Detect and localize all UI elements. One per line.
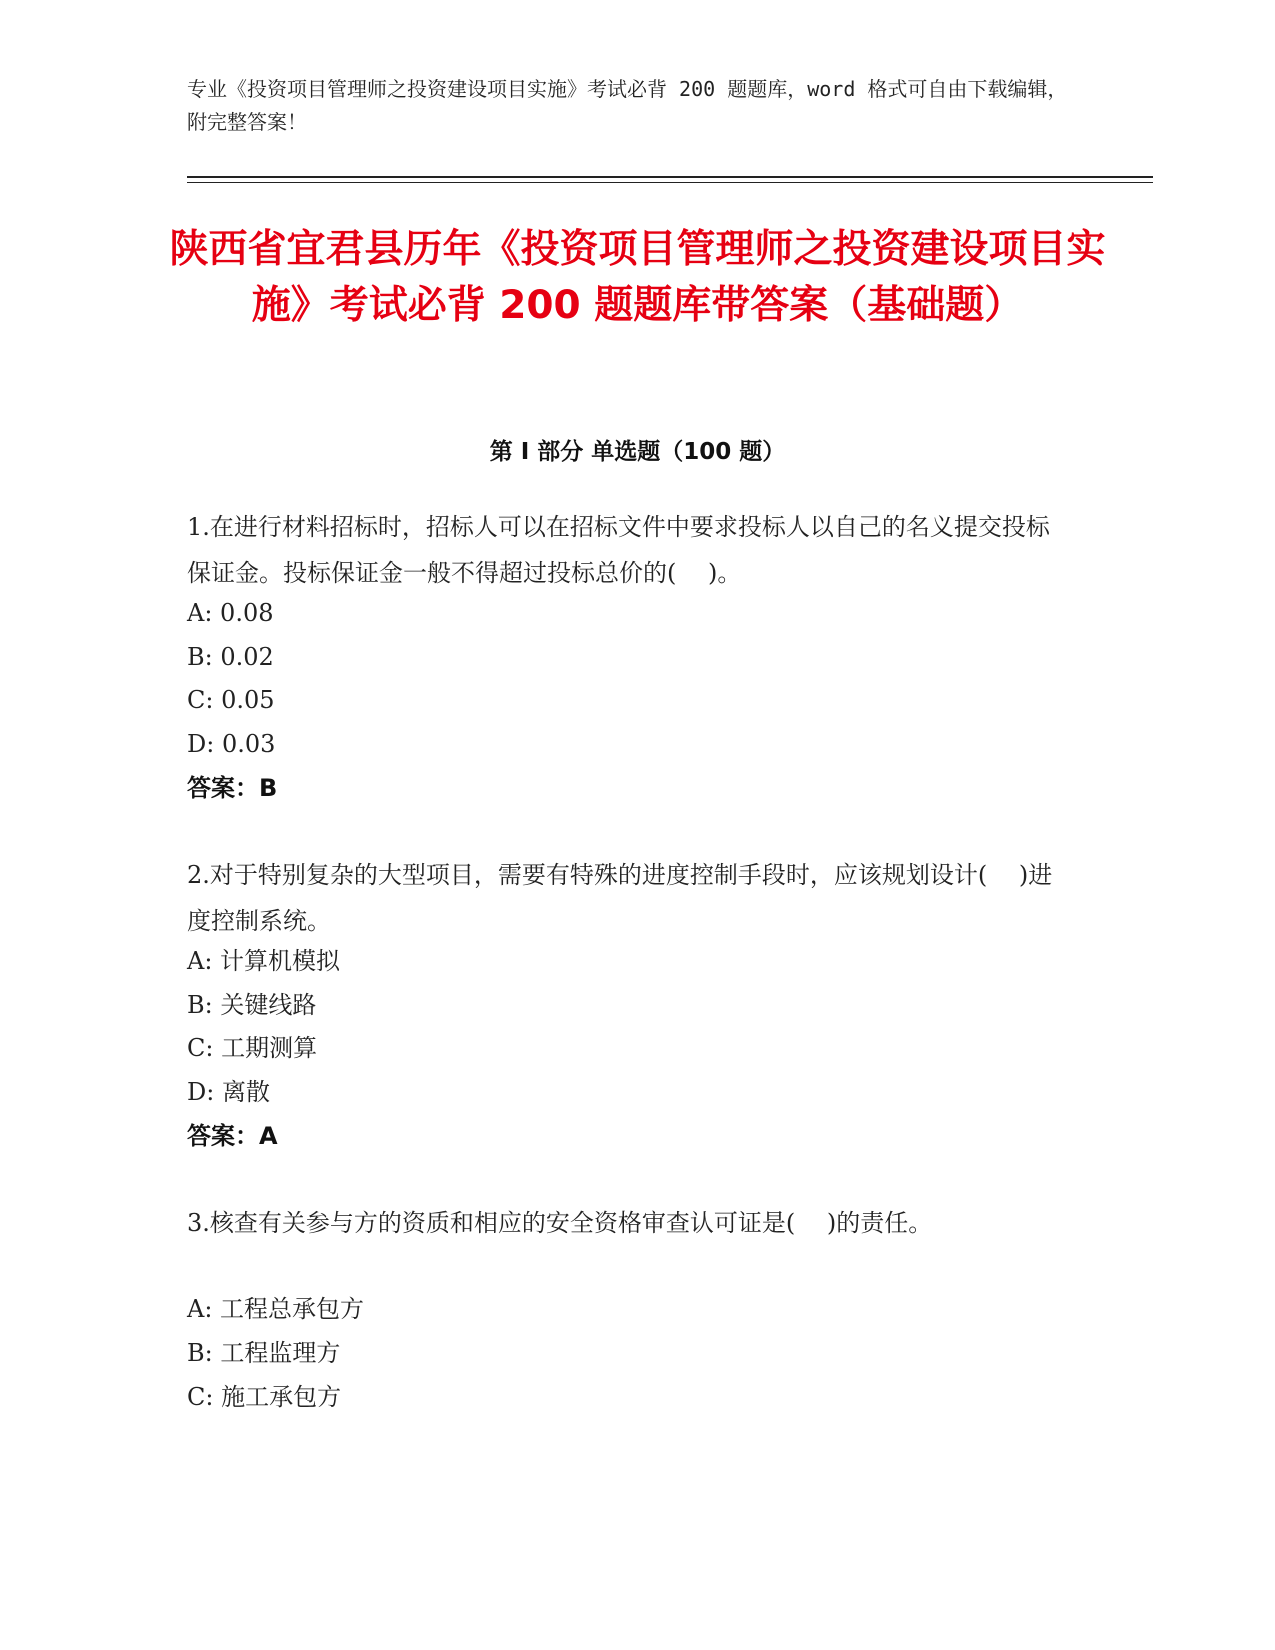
question-1-option-b: B: 0.02	[187, 643, 274, 671]
header-divider	[187, 176, 1153, 178]
question-2-option-c: C: 工期测算	[187, 1034, 318, 1062]
question-3-option-c: C: 施工承包方	[187, 1383, 342, 1411]
header-note: 专业《投资项目管理师之投资建设项目实施》考试必背 200 题题库，word 格式可自由下载编辑，附完整答案！	[187, 77, 1068, 134]
question-3-option-b: B: 工程监理方	[187, 1339, 341, 1367]
question-2-option-a: A: 计算机模拟	[187, 947, 341, 975]
question-1-option-d: D: 0.03	[187, 730, 276, 758]
question-1-stem: 1.在进行材料招标时，招标人可以在招标文件中要求投标人以自己的名义提交投标保证金。投标保证金一般不得超过投标总价的( )。	[187, 513, 1050, 587]
question-2-option-d: D: 离散	[187, 1078, 270, 1106]
question-2-stem: 2.对于特别复杂的大型项目，需要有特殊的进度控制手段时，应该规划设计( )进度控制系统。	[187, 861, 1053, 935]
question-2-option-b: B: 关键线路	[187, 991, 317, 1019]
question-1-option-a: A: 0.08	[187, 599, 274, 627]
question-3-option-a: A: 工程总承包方	[187, 1295, 365, 1323]
document-title: 陕西省宜君县历年《投资项目管理师之投资建设项目实施》考试必背 200 题题库带答案（基础题）	[169, 227, 1106, 328]
question-1-answer: 答案：B	[187, 774, 278, 802]
question-3-stem: 3.核查有关参与方的资质和相应的安全资格审查认可证是( )的责任。	[187, 1209, 933, 1237]
question-1-option-c: C: 0.05	[187, 686, 275, 714]
header-divider-thin	[187, 182, 1153, 183]
question-2-answer: 答案：A	[187, 1122, 278, 1150]
section-title: 第 I 部分 单选题（100 题）	[489, 439, 786, 465]
